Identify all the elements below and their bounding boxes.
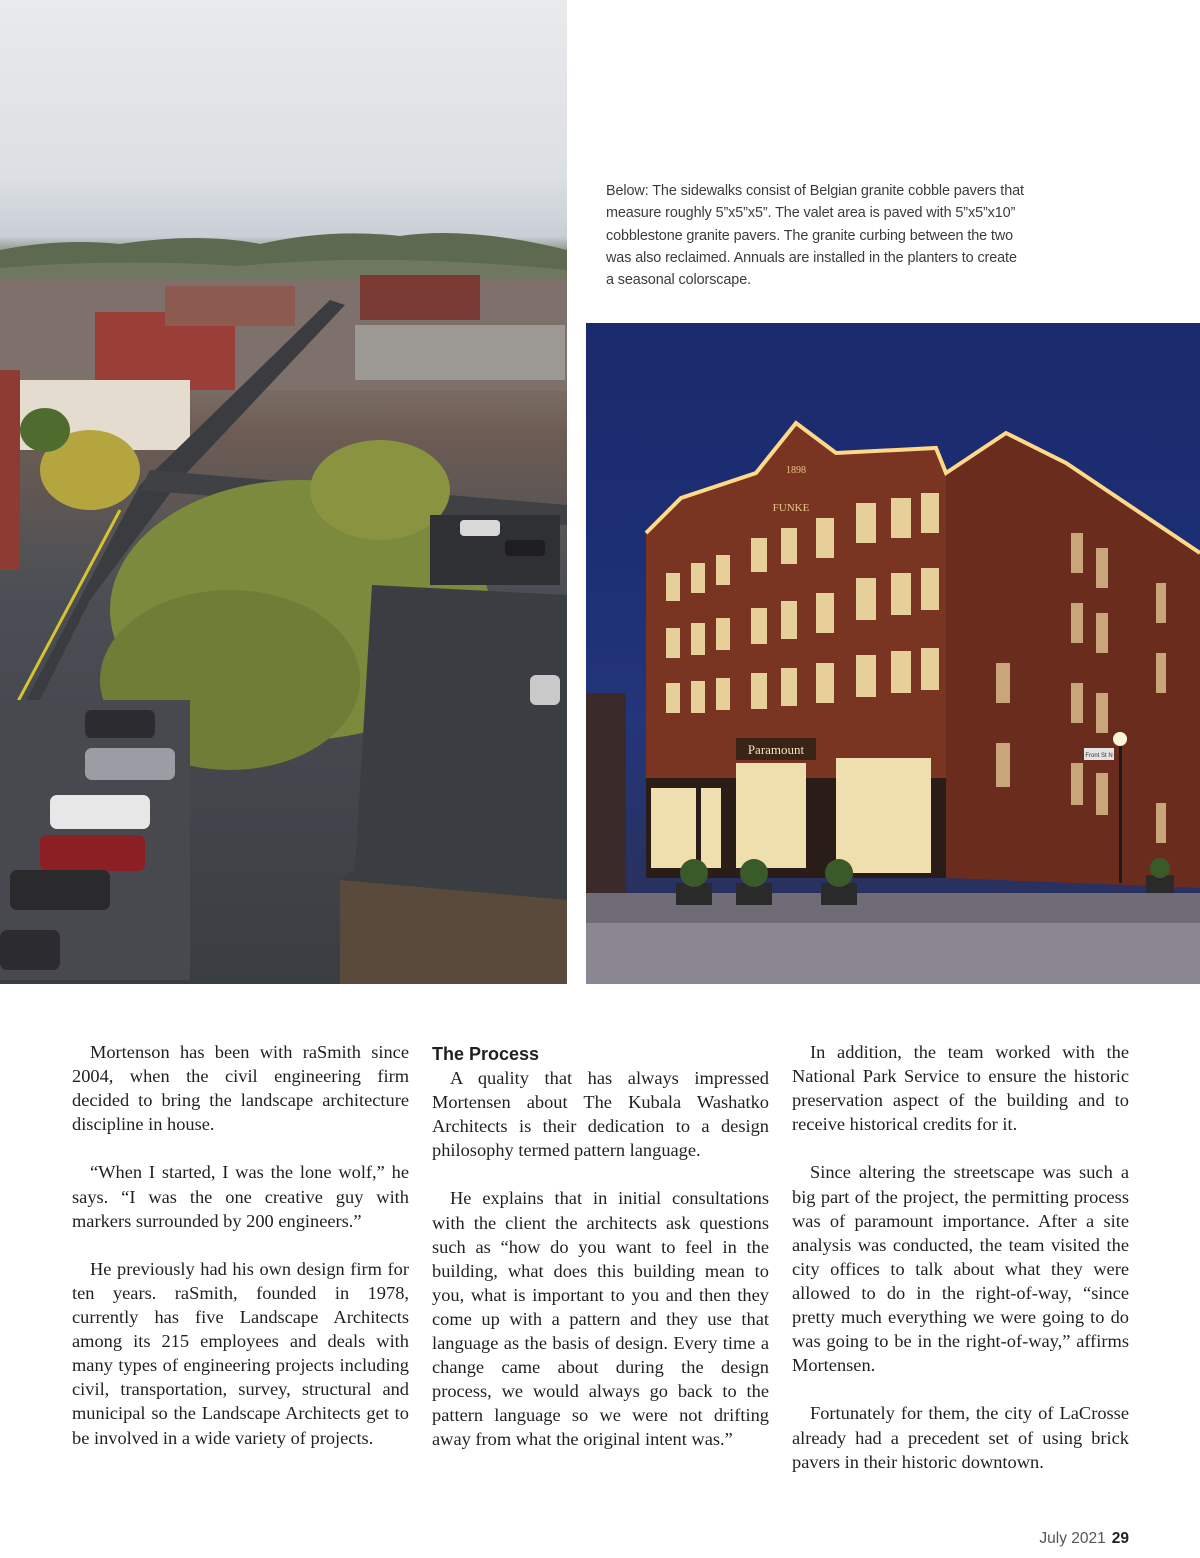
paragraph: Since altering the streetscape was such a big part of the project, the permitting process was of paramount importance. After a site analysis was conducted, the team visited the city offices to talk about what they were allowed to do in the right-of-way, “since pretty much everything we were going to do was going to be in the right-of-way,” affirms Mortensen. [792,1162,1129,1376]
page-folio [1039,1530,1129,1548]
paragraph: He explains that in initial consultations with the client the architects ask questions such as “how do you want to feel in the building, what does this building mean to you, what is important to you and then they come up with a pattern and they use that language as the basis of design. Every time a change came about during the design process, we would always go back to the pattern language so we were not drifting away from what the original intent was.” [432,1188,769,1450]
section-heading: The Process [432,1044,540,1064]
paragraph: Fortunately for them, the city of LaCrosse already had a precedent set of using brick pavers in their historic downtown. [792,1403,1129,1472]
funke-building-illustration [586,323,1200,984]
paragraph: He previously had his own design firm for ten years. raSmith, founded in 1978, currently has five Landscape Architects among its 215 employees and deals with many types of engineering projects including civil, transportation, survey, structural and municipal so the Landscape Architects get to be involved in a wide variety of projects. [72,1258,409,1448]
paragraph: In addition, the team worked with the National Park Service to ensure the historic preservation aspect of the building and to receive historical credits for it. [792,1042,1129,1135]
building-name-sign: FUNKE [772,502,810,514]
page-number: 29 [1111,1530,1129,1547]
article-column-1 [72,1040,409,1474]
street-sign: Front St N [1085,753,1113,759]
aerial-street-photo [0,0,567,984]
restaurant-sign: Paramount [747,742,805,757]
issue-date: July 2021 [1039,1530,1106,1547]
night-building-photo [586,323,1200,984]
aerial-street-illustration [0,0,567,984]
cornice-year: 1898 [786,465,806,476]
paragraph: Mortenson has been with raSmith since 2004, when the civil engineering firm decided to bring the landscape architecture discipline in house. [72,1042,409,1135]
paragraph: “When I started, I was the lone wolf,” he says. “I was the one creative guy with markers surrounded by 200 engineers.” [72,1162,409,1231]
paragraph: A quality that has always impressed Mortensen about The Kubala Washatko Architects is their dedication to a design philosophy termed pattern language. [432,1068,769,1161]
article-column-2 [432,1040,769,1476]
article-column-3 [792,1040,1129,1498]
photo-caption: Below: The sidewalks consist of Belgian granite cobble pavers that measure roughly 5”x5”x5”. The valet area is paved with 5”x5”x10” cobblestone granite pavers. The granite curbing between the two was also reclaimed. Annuals are installed in the planters to create a seasonal colorscape. [606,183,1024,289]
